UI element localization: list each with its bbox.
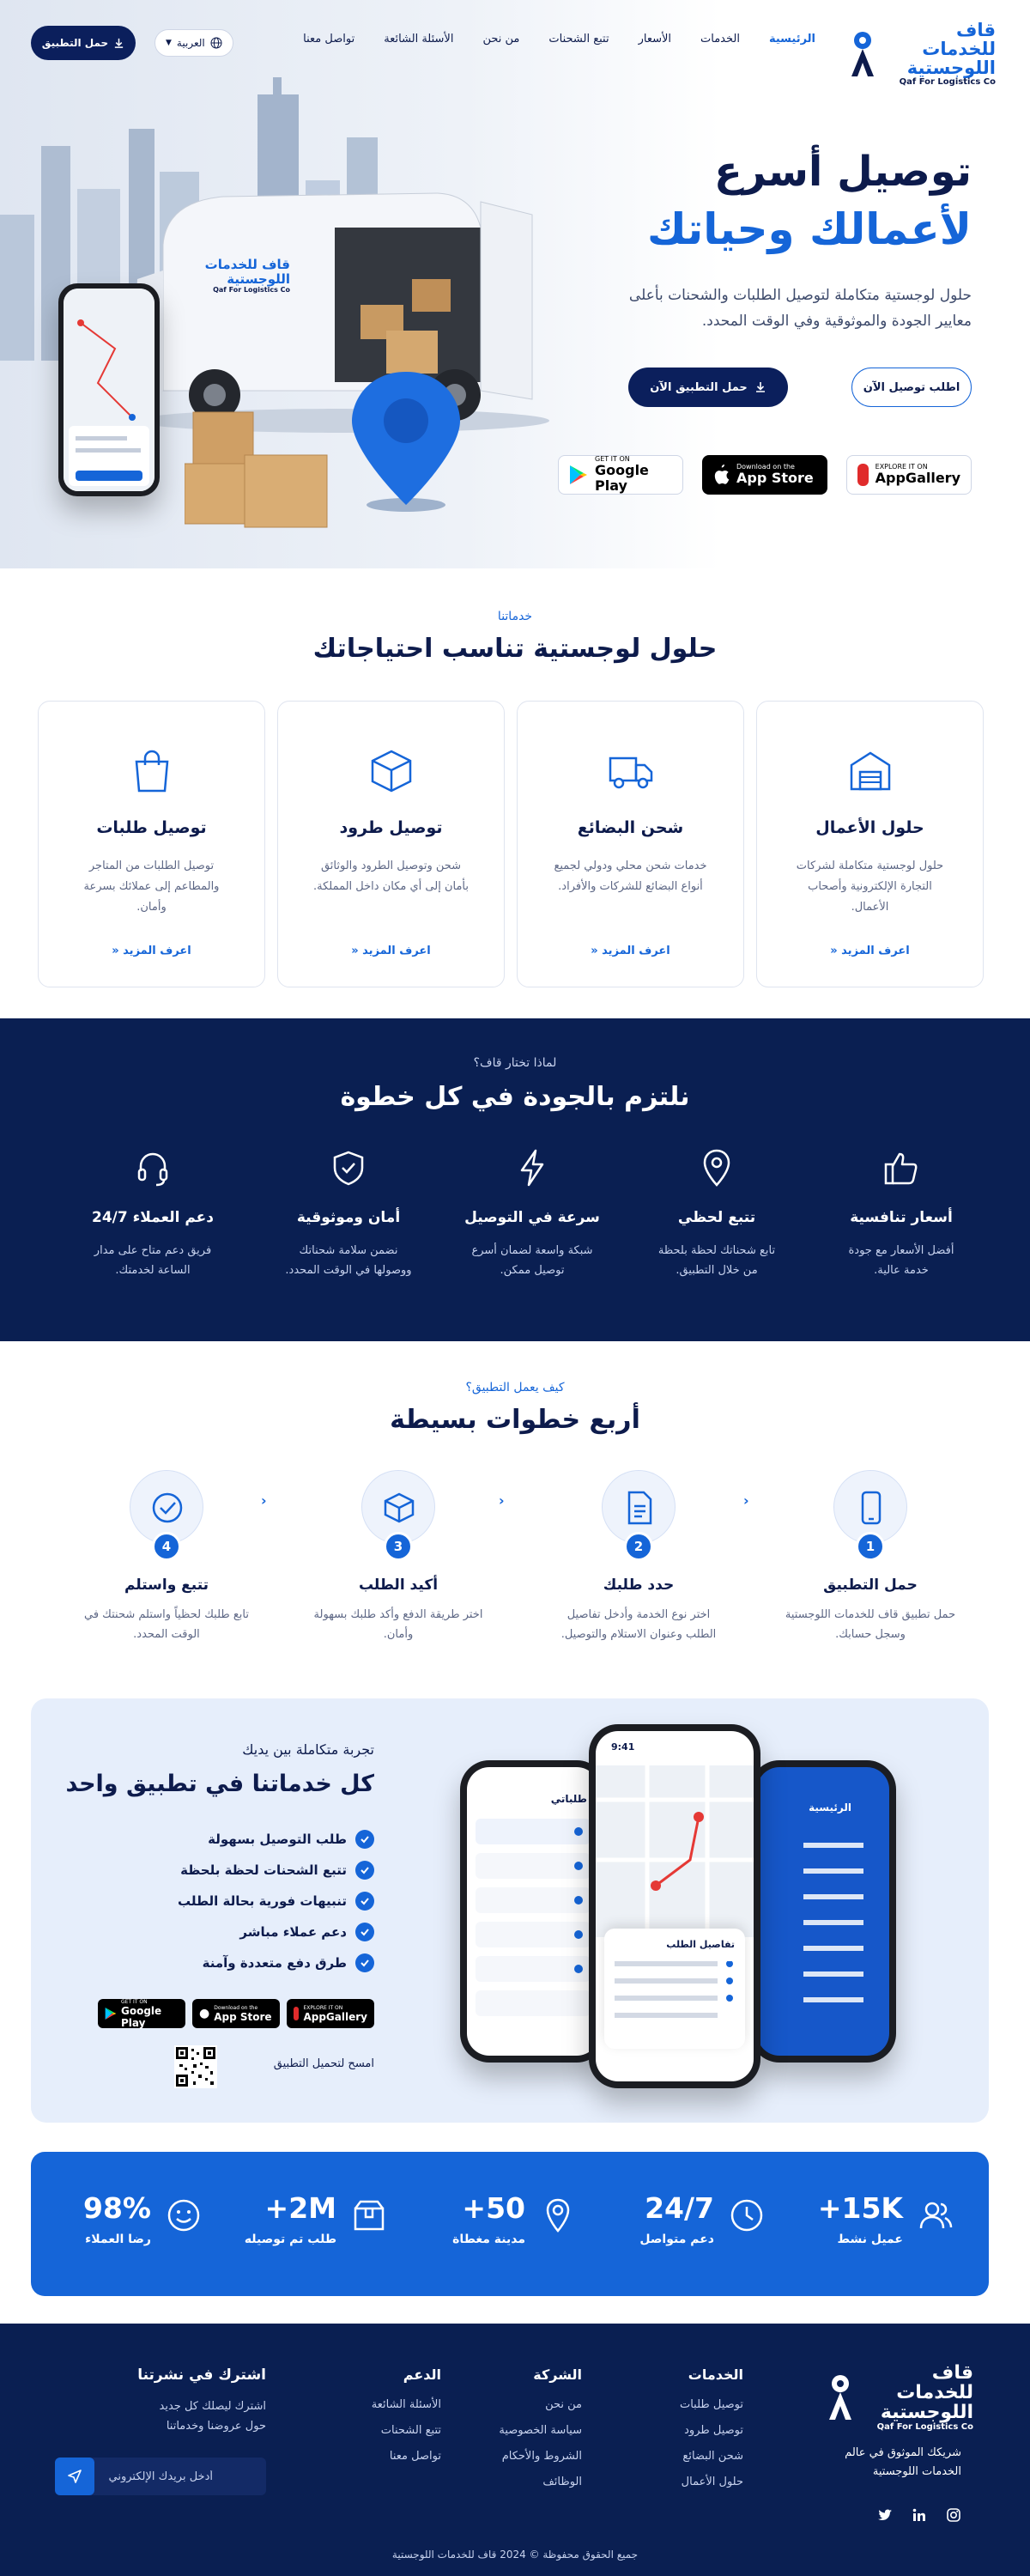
google-play-badge-big: Google Play xyxy=(595,462,649,494)
newsletter-submit-button[interactable] xyxy=(55,2458,94,2495)
learn-more-label: اعرف المزيد xyxy=(841,945,910,957)
site-footer xyxy=(0,2324,1030,2576)
footer-col-services xyxy=(680,2366,743,2501)
why-item-desc: شبكة واسعة لضمان أسرع توصيل ممكن. xyxy=(471,1244,593,1277)
stat-value: +15K xyxy=(817,2191,903,2225)
learn-more-link[interactable] xyxy=(39,945,264,957)
nav-about[interactable]: من نحن xyxy=(482,33,520,46)
logo-en-text: Qaf For Logistics Co xyxy=(899,77,996,88)
location-pin-icon xyxy=(696,1147,737,1188)
google-play-badge-small: GET IT ON xyxy=(595,455,630,464)
why-eyebrow: لماذا تختار قاف؟ xyxy=(473,1056,557,1070)
google-play-icon xyxy=(569,465,588,485)
request-delivery-button[interactable]: اطلب توصيل الآن xyxy=(851,368,972,407)
why-item-desc: أفضل الأسعار مع جودة خدمة عالية. xyxy=(848,1244,954,1277)
step-number: 3 xyxy=(384,1532,413,1561)
promo-google-play-small: GET IT ON xyxy=(121,1998,148,2005)
service-card-business[interactable] xyxy=(756,701,984,987)
twitter-icon[interactable] xyxy=(877,2507,893,2523)
users-icon xyxy=(917,2196,954,2234)
footer-link[interactable]: الأسئلة الشائعة xyxy=(371,2398,441,2411)
promo-feature-label: تنبيهات فورية بحالة الطلب xyxy=(177,1893,347,1909)
check-icon xyxy=(355,1953,374,1972)
arrow-left-icon: « xyxy=(830,945,838,957)
check-icon xyxy=(355,1861,374,1880)
logo-emblem-icon xyxy=(826,2372,855,2423)
linkedin-icon[interactable] xyxy=(912,2507,927,2523)
main-nav xyxy=(303,33,815,46)
steps-eyebrow: كيف يعمل التطبيق؟ xyxy=(465,1381,565,1394)
van-logo xyxy=(196,258,290,294)
why-item-title: سرعة في التوصيل xyxy=(464,1209,600,1226)
footer-col-title: الشركة xyxy=(533,2366,582,2383)
services-title: حلول لوجستية تناسب احتياجاتك xyxy=(312,634,718,664)
why-item-support xyxy=(67,1147,239,1281)
footer-link[interactable]: تتبع الشحنات xyxy=(380,2424,441,2437)
phone-mockup-order-details xyxy=(589,1724,760,2088)
stat-orders-delivered xyxy=(216,2191,388,2260)
service-title: توصيل طلبات xyxy=(96,818,207,837)
footer-logo-ar: قاف للخدمات اللوجستية xyxy=(880,2362,973,2424)
check-icon xyxy=(355,1923,374,1941)
step-number: 4 xyxy=(152,1532,181,1561)
nav-tracking[interactable]: تتبع الشحنات xyxy=(548,33,609,46)
instagram-icon[interactable] xyxy=(946,2507,961,2523)
service-desc: حلول لوجستية متكاملة لشركات التجارة الإلكترونية وأصحاب الأعمال. xyxy=(796,860,944,914)
service-card-parcels[interactable] xyxy=(277,701,505,987)
stat-label: عميل نشط xyxy=(837,2233,903,2246)
learn-more-link[interactable] xyxy=(757,945,983,957)
social-links xyxy=(877,2507,961,2523)
truck-icon xyxy=(605,744,657,796)
nav-contact[interactable]: تواصل معنا xyxy=(303,33,355,46)
stat-label: دعم متواصل xyxy=(639,2233,714,2246)
google-play-icon xyxy=(105,2007,117,2020)
why-item-title: تتبع لحظي xyxy=(677,1209,756,1226)
why-item-desc: تابع شحناتك لحظة بلحظة من خلال التطبيق. xyxy=(657,1244,776,1277)
arrow-left-icon: « xyxy=(112,945,119,957)
footer-col-support xyxy=(372,2366,441,2476)
van-logo-en: Qaf For Logistics Co xyxy=(213,286,290,294)
globe-icon xyxy=(210,37,222,49)
hero-title-line2: لأعمالك وحياتك xyxy=(646,204,972,254)
warehouse-icon xyxy=(845,744,896,796)
why-item-title: أمان وموثوقية xyxy=(296,1209,401,1226)
check-icon xyxy=(355,1830,374,1849)
nav-faq[interactable]: الأسئلة الشائعة xyxy=(384,33,454,46)
why-item-title: دعم العملاء 24/7 xyxy=(91,1209,214,1226)
stat-active-clients xyxy=(783,2191,954,2260)
clock-icon xyxy=(728,2196,766,2234)
steps-title: أربع خطوات بسيطة xyxy=(390,1405,640,1435)
header-download-app-button[interactable] xyxy=(31,26,136,60)
stat-label: طلب تم توصيله xyxy=(244,2233,336,2246)
learn-more-link[interactable] xyxy=(278,945,504,957)
promo-feature xyxy=(178,1824,374,1855)
stat-value: +50 xyxy=(462,2191,525,2225)
site-logo[interactable] xyxy=(848,21,996,87)
headset-icon xyxy=(132,1147,173,1188)
services-eyebrow: خدماتنا xyxy=(497,610,533,623)
phone-orders-title: طلباتي xyxy=(550,1793,587,1805)
hero-subtitle: حلول لوجستية متكاملة لتوصيل الطلبات والشحنات بأعلى معايير الجودة والموثوقية وفي الوقت المحدد. xyxy=(628,287,972,330)
footer-link[interactable]: توصيل طلبات xyxy=(679,2398,743,2411)
qr-code-icon[interactable] xyxy=(174,2045,217,2088)
stat-value: +2M xyxy=(264,2191,336,2225)
phone-home-title: الرئيسية xyxy=(809,1801,851,1814)
newsletter-subtitle: اشترك ليصلك كل جديد حول عروضنا وخدماتنا xyxy=(159,2400,266,2433)
promo-google-play-badge[interactable] xyxy=(98,1999,185,2028)
learn-more-label: اعرف المزيد xyxy=(362,945,431,957)
promo-feature xyxy=(178,1917,374,1947)
apple-icon: ● xyxy=(199,2007,210,2020)
send-icon xyxy=(68,2470,82,2483)
appgallery-badge-big: AppGallery xyxy=(875,470,960,487)
service-desc: خدمات شحن محلي ودولي لجميع أنواع البضائع للشركات والأفراد. xyxy=(554,860,707,894)
step-title: أكيد الطلب xyxy=(358,1577,439,1594)
shopping-bag-icon xyxy=(126,744,178,796)
promo-appgallery-small: EXPLORE IT ON xyxy=(303,2004,343,2011)
app-store-badge-small: Download on the xyxy=(736,463,795,471)
hero-download-app-button[interactable] xyxy=(628,368,788,407)
logo-ar-text: قاف للخدمات اللوجستية xyxy=(906,20,996,79)
service-title: توصيل طرود xyxy=(339,818,443,837)
learn-more-label: اعرف المزيد xyxy=(123,945,191,957)
why-item-title: أسعار تنافسية xyxy=(850,1209,953,1226)
promo-feature-label: طلب التوصيل بسهولة xyxy=(208,1832,347,1847)
stat-label: مدينة مغطاة xyxy=(452,2233,525,2246)
arrow-left-icon: « xyxy=(591,945,598,957)
stat-value: 98% xyxy=(83,2191,151,2225)
footer-link[interactable]: تواصل معنا xyxy=(389,2450,441,2463)
service-card-orders[interactable] xyxy=(38,701,265,987)
phone-order-details-title: تفاصيل الطلب xyxy=(666,1939,735,1950)
service-title: شحن البضائع xyxy=(577,818,684,837)
appgallery-icon xyxy=(294,2007,299,2020)
app-store-badge[interactable] xyxy=(702,455,827,495)
promo-app-store-small: Download on the xyxy=(214,2004,258,2011)
smile-icon xyxy=(165,2196,203,2234)
footer-link[interactable]: حلول الأعمال xyxy=(681,2476,743,2488)
stat-value: 24/7 xyxy=(645,2191,714,2225)
phone-mockup-orders xyxy=(460,1760,606,2063)
promo-app-store-big: App Store xyxy=(214,2010,272,2023)
stat-support xyxy=(594,2191,766,2260)
language-selector[interactable] xyxy=(154,29,233,57)
appgallery-badge[interactable] xyxy=(846,455,972,495)
arrow-left-icon: « xyxy=(351,945,359,957)
promo-feature xyxy=(178,1855,374,1886)
step-number: 2 xyxy=(624,1532,653,1561)
shield-check-icon xyxy=(328,1147,369,1188)
service-title: حلول الأعمال xyxy=(815,818,924,837)
qr-label: امسح لتحميل التطبيق xyxy=(273,2057,374,2070)
nav-services[interactable]: الخدمات xyxy=(700,33,740,46)
footer-logo[interactable] xyxy=(826,2363,973,2432)
footer-link[interactable]: الشروط والأحكام xyxy=(501,2450,582,2463)
learn-more-link[interactable] xyxy=(518,945,743,957)
promo-feature-label: دعم عملاء مباشر xyxy=(239,1924,347,1940)
stat-cities xyxy=(405,2191,577,2260)
stats-section xyxy=(31,2152,989,2296)
footer-link[interactable]: توصيل طرود xyxy=(684,2424,743,2437)
step-title: حمل التطبيق xyxy=(823,1577,918,1594)
why-item-security xyxy=(263,1147,434,1281)
promo-appgallery-badge[interactable] xyxy=(287,1999,374,2028)
appgallery-badge-small: EXPLORE IT ON xyxy=(875,463,928,471)
promo-feature xyxy=(178,1886,374,1917)
why-item-speed xyxy=(446,1147,618,1281)
why-item-tracking xyxy=(631,1147,803,1281)
app-store-badge-big: App Store xyxy=(736,470,814,487)
footer-logo-en: Qaf For Logistics Co xyxy=(876,2422,973,2433)
promo-google-play-big: Google Play xyxy=(121,2004,162,2029)
phone-mockup-home xyxy=(750,1760,896,2063)
footer-link[interactable]: سياسة الخصوصية xyxy=(499,2424,582,2437)
app-promo-section xyxy=(31,1698,989,2123)
google-play-badge[interactable] xyxy=(558,455,683,495)
hero-title-line1: توصيل أسرع xyxy=(714,148,972,196)
check-icon xyxy=(355,1892,374,1911)
step-arrow-icon: ‹ xyxy=(743,1492,749,1509)
step-confirm-order xyxy=(304,1470,493,1645)
stat-label: رضا العملاء xyxy=(85,2233,151,2246)
step-number: 1 xyxy=(856,1532,885,1561)
cardboard-boxes-illustration xyxy=(185,404,339,532)
service-desc: شحن وتوصيل الطرود والوثائق بأمان إلى أي مكان داخل المملكة. xyxy=(312,860,470,894)
promo-title: كل خدماتنا في تطبيق واحد xyxy=(65,1771,374,1797)
footer-col-title: الخدمات xyxy=(688,2366,743,2383)
why-title: نلتزم بالجودة في كل خطوة xyxy=(340,1082,690,1112)
step-title: تتبع واستلم xyxy=(124,1577,209,1594)
service-desc: توصيل الطلبات من المتاجر والمطاعم إلى عملائك بسرعة وأمان. xyxy=(83,860,220,914)
nav-pricing[interactable]: الأسعار xyxy=(638,33,672,46)
nav-home[interactable]: الرئيسية xyxy=(768,33,815,46)
step-arrow-icon: ‹ xyxy=(499,1492,505,1509)
learn-more-label: اعرف المزيد xyxy=(602,945,670,957)
step-desc: حمل تطبيق قاف للخدمات اللوجستية وسجل حسابك. xyxy=(785,1608,956,1641)
promo-feature xyxy=(178,1947,374,1978)
why-choose-us-section xyxy=(0,1018,1030,1341)
box-icon xyxy=(366,744,417,796)
step-desc: اختر طريقة الدفع وأكد طلبك بسهولة وأمان. xyxy=(313,1608,483,1641)
map-pin-icon xyxy=(539,2196,577,2234)
footer-col-title: الدعم xyxy=(403,2366,441,2383)
promo-feature-label: طرق دفع متعددة وآمنة xyxy=(202,1955,347,1971)
hero-phone-mockup xyxy=(58,283,160,496)
download-icon xyxy=(754,381,766,393)
step-title: حدد طلبك xyxy=(603,1577,675,1594)
step-arrow-icon: ‹ xyxy=(261,1492,267,1509)
step-desc: اختر نوع الخدمة وأدخل تفاصيل الطلب وعنوان الاستلام والتوصيل. xyxy=(560,1608,717,1641)
footer-col-company xyxy=(499,2366,582,2501)
hero-download-app-label: حمل التطبيق الآن xyxy=(650,380,748,394)
thumbs-up-icon xyxy=(881,1147,922,1188)
step-track-receive xyxy=(72,1470,261,1645)
promo-app-store-badge[interactable] xyxy=(192,1999,280,2028)
phone-time: 9:41 xyxy=(611,1741,635,1753)
promo-feature-list xyxy=(178,1824,374,1978)
why-item-desc: نضمن سلامة شحناتك ووصولها في الوقت المحدد. xyxy=(285,1244,412,1277)
lightning-icon xyxy=(512,1147,553,1188)
why-item-desc: فريق دعم متاح على مدار الساعة لخدمتك. xyxy=(94,1244,212,1277)
step-desc: تابع طلبك لحظياً واستلم شحنتك في الوقت المحدد. xyxy=(83,1608,249,1641)
step-select-order xyxy=(544,1470,733,1645)
step-download-app xyxy=(776,1470,965,1645)
van-logo-ar: قاف للخدمات اللوجستية xyxy=(204,257,290,287)
map-pin-illustration xyxy=(342,368,470,513)
copyright-text: جميع الحقوق محفوظة © 2024 قاف للخدمات اللوجستية xyxy=(391,2549,639,2561)
site-header xyxy=(0,0,1030,86)
chevron-down-icon: ▼ xyxy=(166,39,172,47)
promo-appgallery-big: AppGallery xyxy=(303,2010,367,2023)
promo-feature-label: تتبع الشحنات لحظة بلحظة xyxy=(180,1862,347,1878)
footer-link[interactable]: من نحن xyxy=(545,2398,582,2411)
header-download-app-label: حمل التطبيق xyxy=(41,37,109,49)
box-open-icon xyxy=(350,2196,388,2234)
appgallery-icon xyxy=(857,464,869,486)
logo-emblem-icon xyxy=(848,30,877,78)
footer-tagline: شريكك الموثوق في عالم الخدمات اللوجستية xyxy=(845,2446,961,2479)
apple-icon xyxy=(712,465,730,485)
stat-satisfaction xyxy=(31,2191,203,2260)
language-label: العربية xyxy=(176,37,205,49)
service-card-freight[interactable] xyxy=(517,701,744,987)
footer-link[interactable]: الوظائف xyxy=(542,2476,582,2488)
why-item-prices xyxy=(815,1147,987,1281)
newsletter-title: اشترك في نشرتنا xyxy=(137,2366,266,2384)
promo-eyebrow: تجربة متكاملة بين يديك xyxy=(242,1741,374,1758)
download-icon xyxy=(113,38,124,49)
footer-link[interactable]: شحن البضائع xyxy=(682,2450,743,2463)
